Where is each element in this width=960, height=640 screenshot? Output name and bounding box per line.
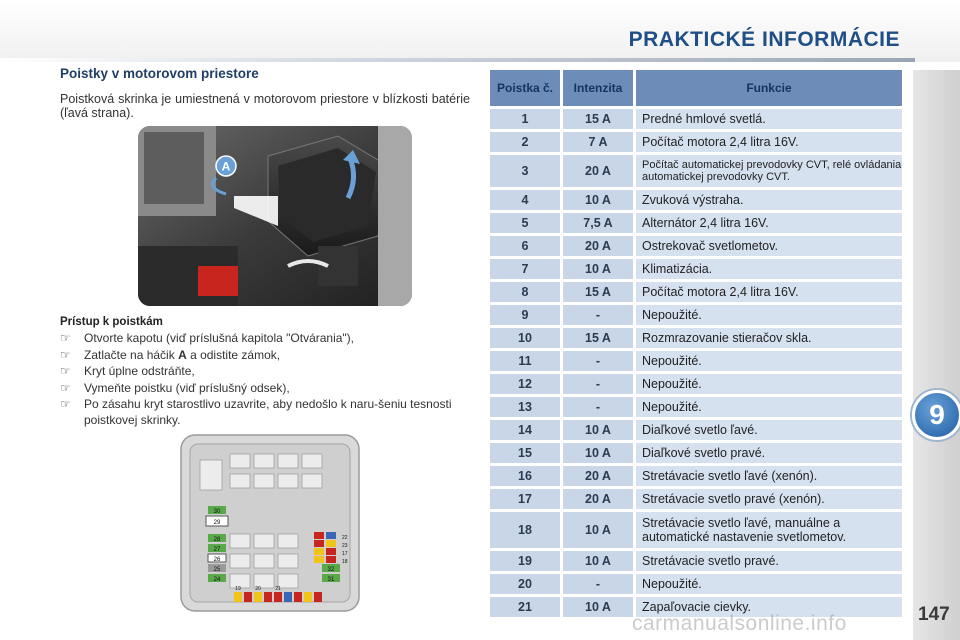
fuse-label: 27 xyxy=(213,547,221,553)
fuse-amperage: 20 A xyxy=(560,155,633,187)
table-row xyxy=(490,132,902,152)
hand-icon: ☞ xyxy=(60,347,71,362)
fuse-function: Stretávacie svetlo pravé. xyxy=(633,551,902,571)
fuse-label: 21 xyxy=(275,586,281,592)
step-item xyxy=(60,348,472,364)
header-amperage: Intenzita xyxy=(560,70,633,106)
fuse-label: 31 xyxy=(327,577,335,583)
fuse-label: 29 xyxy=(213,520,221,526)
table-row xyxy=(490,282,902,302)
fuse-function: Počítač motora 2,4 litra 16V. xyxy=(633,132,902,152)
fuse-number: 2 xyxy=(490,132,560,152)
table-header-row xyxy=(490,70,902,106)
fuse-function: Nepoužité. xyxy=(633,397,902,417)
page-number: 147 xyxy=(918,604,950,625)
fuse-amperage: - xyxy=(560,397,633,417)
fuse-function: Nepoužité. xyxy=(633,574,902,594)
fuse-amperage: 7 A xyxy=(560,132,633,152)
table-row xyxy=(490,489,902,509)
fuse-number: 14 xyxy=(490,420,560,440)
access-title: Prístup k poistkám xyxy=(60,316,163,328)
fuse-amperage: 10 A xyxy=(560,190,633,210)
table-row xyxy=(490,374,902,394)
fuse-number: 3 xyxy=(490,155,560,187)
fuse-amperage: 10 A xyxy=(560,597,633,617)
section-title: Poistky v motorovom priestore xyxy=(60,66,259,81)
fuse-function: Počítač motora 2,4 litra 16V. xyxy=(633,282,902,302)
hand-icon: ☞ xyxy=(60,380,71,395)
fuse-label: 23 xyxy=(342,543,348,549)
fuse-function: Stretávacie svetlo ľavé (xenón). xyxy=(633,466,902,486)
fuse-amperage: 15 A xyxy=(560,328,633,348)
fuse-amperage: 10 A xyxy=(560,443,633,463)
fuse-label: 20 xyxy=(255,586,261,592)
intro-paragraph: Poistková skrinka je umiestnená v motorovom priestore v blízkosti batérie (ľavá strana). xyxy=(60,92,470,120)
fuse-amperage: 10 A xyxy=(560,420,633,440)
fuse-amperage: - xyxy=(560,374,633,394)
step-text: Vymeňte poistku (viď príslušný odsek), xyxy=(84,380,290,395)
watermark: carmanualsonline.info xyxy=(632,612,847,635)
table-row xyxy=(490,351,902,371)
fuse-number: 5 xyxy=(490,213,560,233)
table-row xyxy=(490,259,902,279)
fuse-label: 30 xyxy=(213,509,221,515)
fuse-amperage: 7,5 A xyxy=(560,213,633,233)
table-row xyxy=(490,236,902,256)
fuse-number: 18 xyxy=(490,512,560,548)
fuse-number: 6 xyxy=(490,236,560,256)
fuse-number: 1 xyxy=(490,109,560,129)
header-function: Funkcie xyxy=(633,70,902,106)
step-item xyxy=(60,331,472,347)
fuse-label: 17 xyxy=(342,551,348,557)
table-row xyxy=(490,551,902,571)
header-rule xyxy=(0,58,915,62)
step-item xyxy=(60,364,472,380)
fuse-function: Zvuková výstraha. xyxy=(633,190,902,210)
hand-icon: ☞ xyxy=(60,397,71,411)
fuse-amperage: 10 A xyxy=(560,551,633,571)
fuse-amperage: - xyxy=(560,574,633,594)
step-text: Zatlačte na háčik xyxy=(84,347,179,362)
fuse-table xyxy=(490,67,902,620)
fuse-label: 18 xyxy=(342,559,348,565)
fuse-label: 24 xyxy=(213,577,221,583)
hand-icon: ☞ xyxy=(60,331,71,345)
table-row xyxy=(490,305,902,325)
latch-key: A xyxy=(178,347,187,362)
fuse-function: Predné hmlové svetlá. xyxy=(633,109,902,129)
fuse-function: Diaľkové svetlo ľavé. xyxy=(633,420,902,440)
fuse-number: 17 xyxy=(490,489,560,509)
fuse-amperage: - xyxy=(560,305,633,325)
table-row xyxy=(490,397,902,417)
step-text: Po zásahu kryt starostlivo uzavrite, aby nedošlo k naru-šeniu tesnosti poistkovej skrinky. xyxy=(84,397,452,427)
table-row xyxy=(490,213,902,233)
fuse-function: Klimatizácia. xyxy=(633,259,902,279)
fuse-number: 8 xyxy=(490,282,560,302)
fuse-number: 7 xyxy=(490,259,560,279)
table-row xyxy=(490,466,902,486)
fuse-label: 28 xyxy=(213,537,221,543)
fuse-function: Nepoužité. xyxy=(633,305,902,325)
fuse-function: Alternátor 2,4 litra 16V. xyxy=(633,213,902,233)
step-item xyxy=(60,381,472,397)
fuse-label: 22 xyxy=(342,535,348,541)
chapter-badge[interactable]: 9 xyxy=(912,390,960,440)
fuse-amperage: 20 A xyxy=(560,489,633,509)
fuse-function: Počítač automatickej prevodovky CVT, relé ovládania automatickej prevodovky CVT. xyxy=(633,155,902,187)
fuse-number: 4 xyxy=(490,190,560,210)
latch-label: A xyxy=(221,159,231,174)
fuse-number: 11 xyxy=(490,351,560,371)
fuse-amperage: 15 A xyxy=(560,282,633,302)
fuse-number: 9 xyxy=(490,305,560,325)
fuse-amperage: 10 A xyxy=(560,512,633,548)
step-text: Kryt úplne odstráňte, xyxy=(84,364,195,378)
fuse-amperage: - xyxy=(560,351,633,371)
fuse-amperage: 20 A xyxy=(560,236,633,256)
fuse-number: 16 xyxy=(490,466,560,486)
fuse-function: Stretávacie svetlo pravé (xenón). xyxy=(633,489,902,509)
step-item xyxy=(60,397,472,428)
engine-bay-illustration xyxy=(138,126,412,306)
fuse-number: 19 xyxy=(490,551,560,571)
page-title: PRAKTICKÉ INFORMÁCIE xyxy=(628,28,900,51)
table-row xyxy=(490,512,902,548)
table-row xyxy=(490,190,902,210)
access-steps xyxy=(60,331,472,429)
step-text: a odistite zámok, xyxy=(186,347,281,362)
fuse-function: Nepoužité. xyxy=(633,374,902,394)
fuse-function: Ostrekovač svetlometov. xyxy=(633,236,902,256)
table-row xyxy=(490,420,902,440)
fuse-function: Zapaľovacie cievky. xyxy=(633,597,902,617)
fuse-amperage: 20 A xyxy=(560,466,633,486)
fuse-number: 15 xyxy=(490,443,560,463)
step-text: Otvorte kapotu (viď príslušná kapitola "Otvárania"), xyxy=(84,331,355,345)
side-tab-strip xyxy=(913,70,960,640)
table-row xyxy=(490,328,902,348)
fusebox-diagram xyxy=(180,434,360,612)
fuse-number: 21 xyxy=(490,597,560,617)
fuse-number: 10 xyxy=(490,328,560,348)
fuse-amperage: 10 A xyxy=(560,259,633,279)
fuse-number: 12 xyxy=(490,374,560,394)
table-row xyxy=(490,155,902,187)
table-row xyxy=(490,109,902,129)
fuse-function: Rozmrazovanie stieračov skla. xyxy=(633,328,902,348)
fuse-function: Diaľkové svetlo pravé. xyxy=(633,443,902,463)
hand-icon: ☞ xyxy=(60,364,71,378)
fuse-label: 19 xyxy=(235,586,241,592)
fuse-function: Nepoužité. xyxy=(633,351,902,371)
fuse-amperage: 15 A xyxy=(560,109,633,129)
fuse-number: 20 xyxy=(490,574,560,594)
fuse-label: 32 xyxy=(327,567,335,573)
table-row xyxy=(490,574,902,594)
fuse-label: 26 xyxy=(213,557,221,563)
fuse-label: 25 xyxy=(213,567,221,573)
header-fuse-number: Poistka č. xyxy=(490,70,560,106)
table-row xyxy=(490,443,902,463)
fuse-number: 13 xyxy=(490,397,560,417)
fuse-function: Stretávacie svetlo ľavé, manuálne a automatické nastavenie svetlometov. xyxy=(633,512,902,548)
